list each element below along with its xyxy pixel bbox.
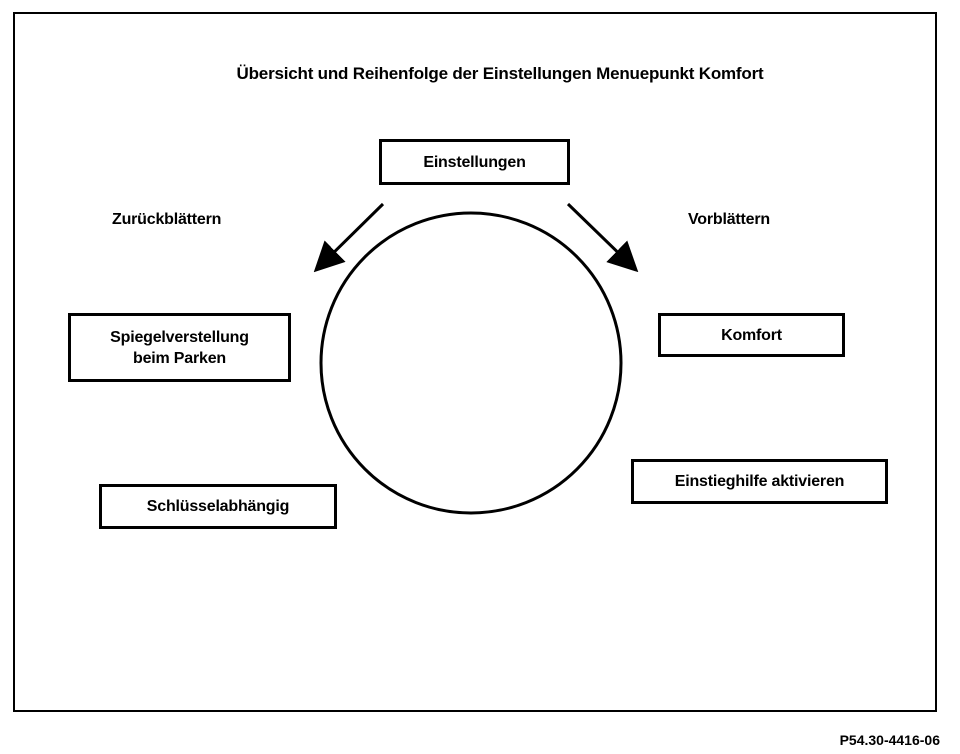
box-komfort-label: Komfort [721, 326, 782, 344]
back-label: Zurückblättern [112, 211, 222, 228]
box-schluesselabhaengig-label: Schlüsselabhängig [146, 498, 290, 515]
box-einstieghilfe [631, 459, 888, 504]
box-komfort [658, 313, 845, 357]
figure-reference: P54.30-4416-06 [839, 732, 940, 748]
box-einstieghilfe-label: Einstieghilfe aktivieren [674, 473, 845, 490]
box-spiegelverstellung-line2: beim Parken [133, 349, 226, 367]
forward-label: Vorblättern [688, 211, 770, 228]
box-schluesselabhaengig [99, 484, 337, 529]
box-spiegelverstellung [68, 313, 291, 382]
back-arrow [318, 204, 383, 268]
diagram-title: Übersicht und Reihenfolge der Einstellungen Menuepunkt Komfort [236, 64, 764, 83]
box-einstellungen-label: Einstellungen [423, 153, 526, 171]
cycle-circle [321, 213, 621, 513]
box-spiegelverstellung-line1: Spiegelverstellung [110, 328, 249, 346]
box-einstellungen [379, 139, 570, 185]
